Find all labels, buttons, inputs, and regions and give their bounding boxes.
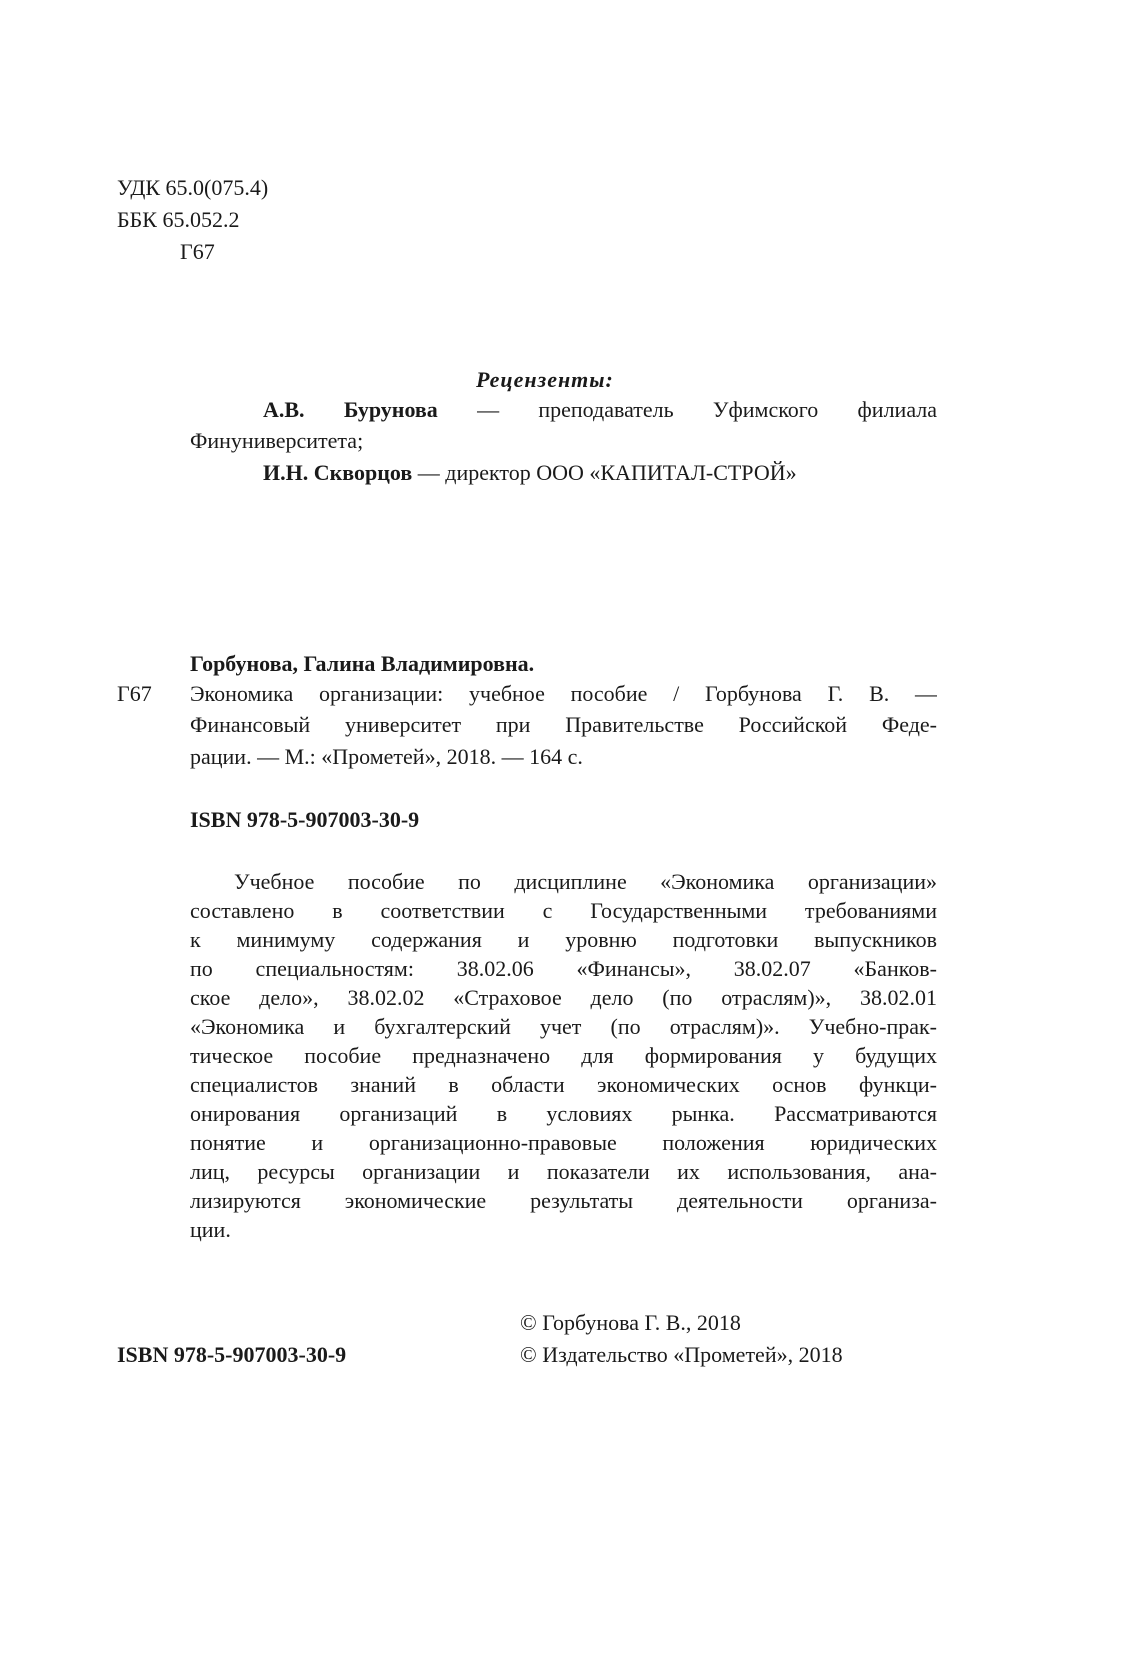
reviewer-1-role: — преподаватель Уфимского филиала [477,397,937,422]
reviewer-1-name: А.В. Бурунова [263,397,438,422]
abstract-line: по специальностям: 38.02.06 «Финансы», 38.02.07 «Банков- [190,956,937,981]
reviewer-2 [263,459,797,487]
copyright-publisher: © Издательство «Прометей», 2018 [520,1342,843,1367]
bib-isbn: ISBN 978-5-907003-30-9 [190,807,420,832]
bib-line: рации. — М.: «Прометей», 2018. — 164 с. [190,744,583,769]
abstract-line: ское дело», 38.02.02 «Страховое дело (по отраслям)», 38.02.01 [190,985,937,1010]
bib-author: Горбунова, Галина Владимировна. [190,651,535,676]
reviewer-1-role-cont: Финуниверситета; [190,428,364,453]
bib-mark: Г67 [117,681,152,706]
bib-line: Финансовый университет при Правительстве Российской Феде- [190,712,937,737]
abstract-line: онирования организаций в условиях рынка. Рассматриваются [190,1101,937,1126]
reviewer-2-name: И.Н. Скворцов [263,460,413,485]
udk-code: УДК 65.0(075.4) [117,175,269,200]
reviewer-2-role: — директор ООО «КАПИТАЛ-СТРОЙ» [417,460,797,485]
reviewer-1 [263,396,937,424]
reviewers-heading: Рецензенты: [476,367,614,392]
abstract-line: составлено в соответствии с Государственными требованиями [190,898,937,923]
abstract-line: лизируются экономические результаты деятельности организа- [190,1188,937,1213]
abstract-line: Учебное пособие по дисциплине «Экономика организации» [234,869,937,894]
copyright-author: © Горбунова Г. В., 2018 [520,1310,741,1335]
abstract-line: «Экономика и бухгалтерский учет (по отраслям)». Учебно-прак- [190,1014,937,1039]
abstract-line: лиц, ресурсы организации и показатели их использования, ана- [190,1159,937,1184]
abstract-line: к минимуму содержания и уровню подготовки выпускников [190,927,937,952]
author-mark: Г67 [180,239,215,264]
abstract-line: специалистов знаний в области экономических основ функци- [190,1072,937,1097]
bbk-code: ББК 65.052.2 [117,207,240,232]
abstract-line: понятие и организационно-правовые положения юридических [190,1130,937,1155]
abstract-line: тическое пособие предназначено для формирования у будущих [190,1043,937,1068]
footer-isbn: ISBN 978-5-907003-30-9 [117,1342,347,1367]
abstract-line: ции. [190,1217,231,1242]
bib-line: Экономика организации: учебное пособие / Горбунова Г. В. — [190,681,937,706]
